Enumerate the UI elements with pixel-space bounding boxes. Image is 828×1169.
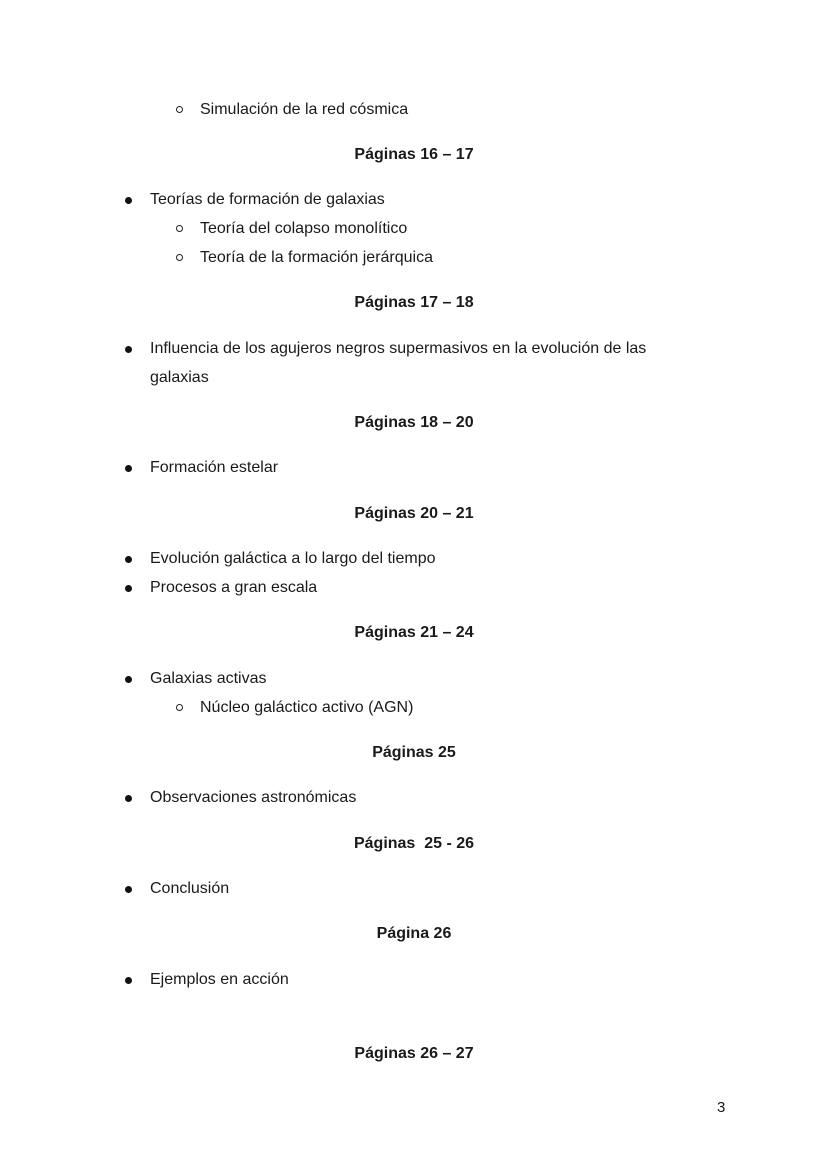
bullet-marker xyxy=(125,977,132,984)
toc-item-observaciones: Observaciones astronómicas xyxy=(150,789,357,806)
bullet-marker xyxy=(125,465,132,472)
toc-item-teorias: Teorías de formación de galaxias xyxy=(150,191,385,208)
toc-page-range: Página 26 xyxy=(376,925,452,942)
sub-bullet-marker xyxy=(176,704,183,711)
toc-item-formacion-estelar: Formación estelar xyxy=(150,459,279,476)
toc-page-range: Páginas 21 – 24 xyxy=(354,624,474,641)
toc-item-agujeros-negros: Influencia de los agujeros negros supermasivos en la evolución de las xyxy=(150,340,647,357)
toc-page-range: Páginas 17 – 18 xyxy=(354,294,474,311)
toc-item-procesos: Procesos a gran escala xyxy=(150,579,318,596)
toc-item-evolucion: Evolución galáctica a lo largo del tiempo xyxy=(150,550,436,567)
bullet-marker xyxy=(125,795,132,802)
toc-subitem-red-cosmica: Simulación de la red cósmica xyxy=(200,101,409,118)
toc-item-ejemplos: Ejemplos en acción xyxy=(150,971,289,988)
toc-page-range: Páginas 20 – 21 xyxy=(354,505,474,522)
toc-item-galaxias-activas: Galaxias activas xyxy=(150,670,267,687)
toc-item-conclusion: Conclusión xyxy=(150,880,230,897)
bullet-marker xyxy=(125,346,132,353)
toc-page-range: Páginas 26 – 27 xyxy=(354,1045,474,1062)
toc-page-range: Páginas 25 xyxy=(372,744,456,761)
bullet-marker xyxy=(125,556,132,563)
sub-bullet-marker xyxy=(176,254,183,261)
bullet-marker xyxy=(125,676,132,683)
toc-item-agujeros-negros-cont: galaxias xyxy=(150,369,209,386)
bullet-marker xyxy=(125,197,132,204)
toc-subitem-agn: Núcleo galáctico activo (AGN) xyxy=(200,699,414,716)
toc-subitem-jerarquica: Teoría de la formación jerárquica xyxy=(200,249,434,266)
sub-bullet-marker xyxy=(176,106,183,113)
bullet-marker xyxy=(125,585,132,592)
toc-page-range: Páginas 16 – 17 xyxy=(354,146,474,163)
toc-subitem-colapso: Teoría del colapso monolítico xyxy=(200,220,408,237)
sub-bullet-marker xyxy=(176,225,183,232)
page-number: 3 xyxy=(717,1099,726,1116)
toc-page-range: Páginas 18 – 20 xyxy=(354,414,474,431)
bullet-marker xyxy=(125,886,132,893)
toc-page-range: Páginas 25 - 26 xyxy=(353,835,475,852)
